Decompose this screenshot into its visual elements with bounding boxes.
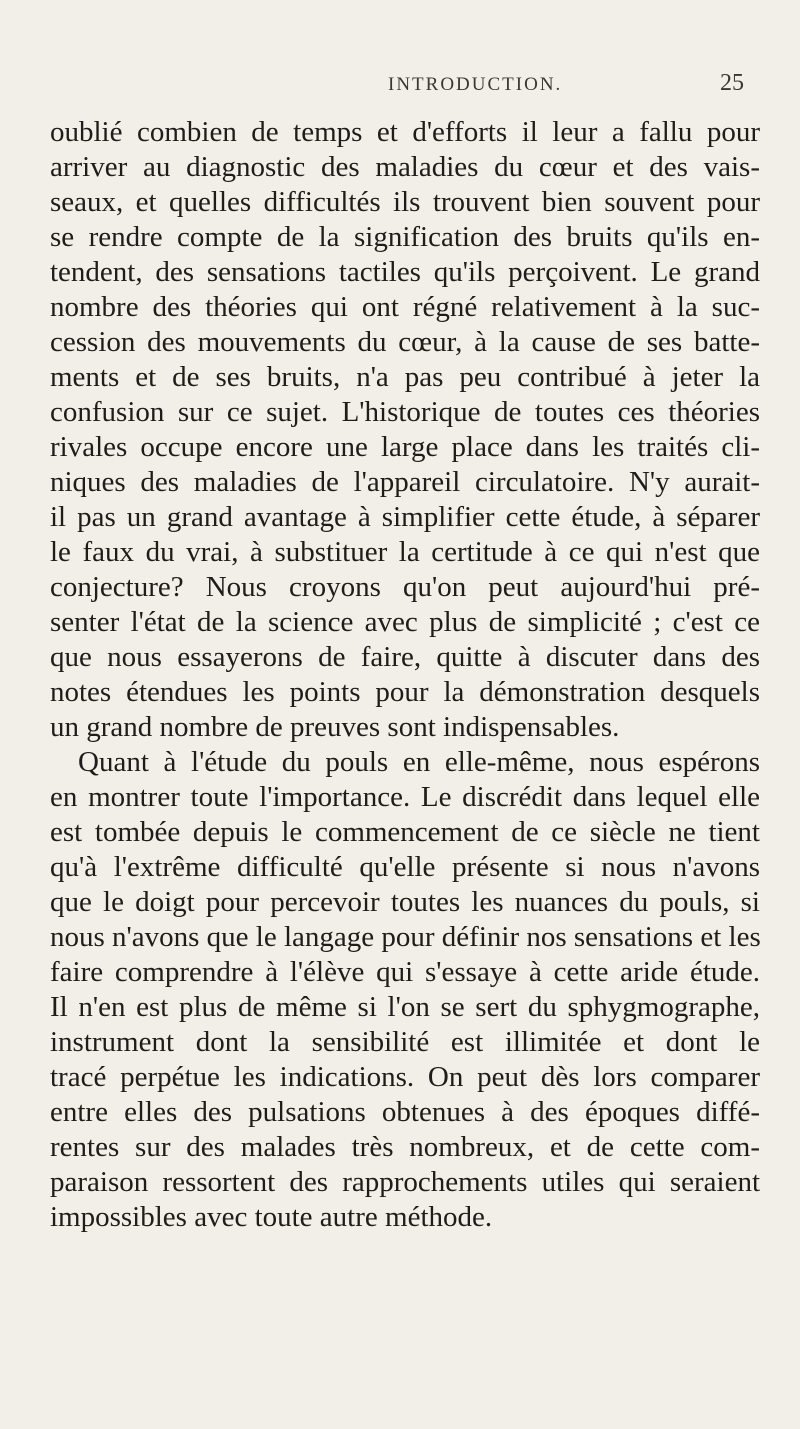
text-line: senter l'état de la science avec plus de simplicité ; c'est ce <box>50 606 760 638</box>
text-line: en montrer toute l'importance. Le discrédit dans lequel elle <box>50 781 760 813</box>
text-line: qu'à l'extrême difficulté qu'elle présente si nous n'avons <box>50 851 760 883</box>
text-line: Quant à l'étude du pouls en elle-même, nous espérons <box>78 746 760 778</box>
text-line: cession des mouvements du cœur, à la cause de ses batte- <box>50 326 760 358</box>
text-line: paraison ressortent des rapprochements utiles qui seraient <box>50 1166 760 1198</box>
text-line: que nous essayerons de faire, quitte à discuter dans des <box>50 641 760 673</box>
text-line: niques des maladies de l'appareil circulatoire. N'y aurait- <box>50 466 760 498</box>
body-text <box>50 115 760 1235</box>
text-line: rentes sur des malades très nombreux, et de cette com- <box>50 1131 760 1163</box>
page-header <box>0 70 800 110</box>
running-head: INTRODUCTION. <box>388 74 563 95</box>
text-line: nombre des théories qui ont régné relativement à la suc- <box>50 291 760 323</box>
text-line: instrument dont la sensibilité est illimitée et dont le <box>50 1026 760 1058</box>
text-line: entre elles des pulsations obtenues à des époques diffé- <box>50 1096 760 1128</box>
text-line: impossibles avec toute autre méthode. <box>50 1201 493 1233</box>
text-line: Il n'en est plus de même si l'on se sert du sphygmographe, <box>50 991 760 1023</box>
text-line: arriver au diagnostic des maladies du cœur et des vais- <box>50 151 760 183</box>
text-line: un grand nombre de preuves sont indispensables. <box>50 711 620 743</box>
text-line: nous n'avons que le langage pour définir nos sensations et les <box>50 921 761 953</box>
text-line: confusion sur ce sujet. L'historique de toutes ces théories <box>50 396 760 428</box>
text-line: rivales occupe encore une large place dans les traités cli- <box>50 431 760 463</box>
text-line: se rendre compte de la signification des bruits qu'ils en- <box>50 221 760 253</box>
text-line: seaux, et quelles difficultés ils trouvent bien souvent pour <box>50 186 760 218</box>
text-line: ments et de ses bruits, n'a pas peu contribué à jeter la <box>50 361 760 393</box>
text-line: conjecture? Nous croyons qu'on peut aujourd'hui pré- <box>50 571 760 603</box>
text-line: notes étendues les points pour la démonstration desquels <box>50 676 760 708</box>
text-line: tendent, des sensations tactiles qu'ils perçoivent. Le grand <box>50 256 760 288</box>
text-line: le faux du vrai, à substituer la certitude à ce qui n'est que <box>50 536 760 568</box>
text-line: faire comprendre à l'élève qui s'essaye à cette aride étude. <box>50 956 760 988</box>
text-line: tracé perpétue les indications. On peut dès lors comparer <box>50 1061 760 1093</box>
page-number: 25 <box>720 70 744 96</box>
text-line: oublié combien de temps et d'efforts il leur a fallu pour <box>50 116 760 148</box>
text-line: il pas un grand avantage à simplifier cette étude, à séparer <box>50 501 760 533</box>
text-line: est tombée depuis le commencement de ce siècle ne tient <box>50 816 760 848</box>
text-line: que le doigt pour percevoir toutes les nuances du pouls, si <box>50 886 760 918</box>
